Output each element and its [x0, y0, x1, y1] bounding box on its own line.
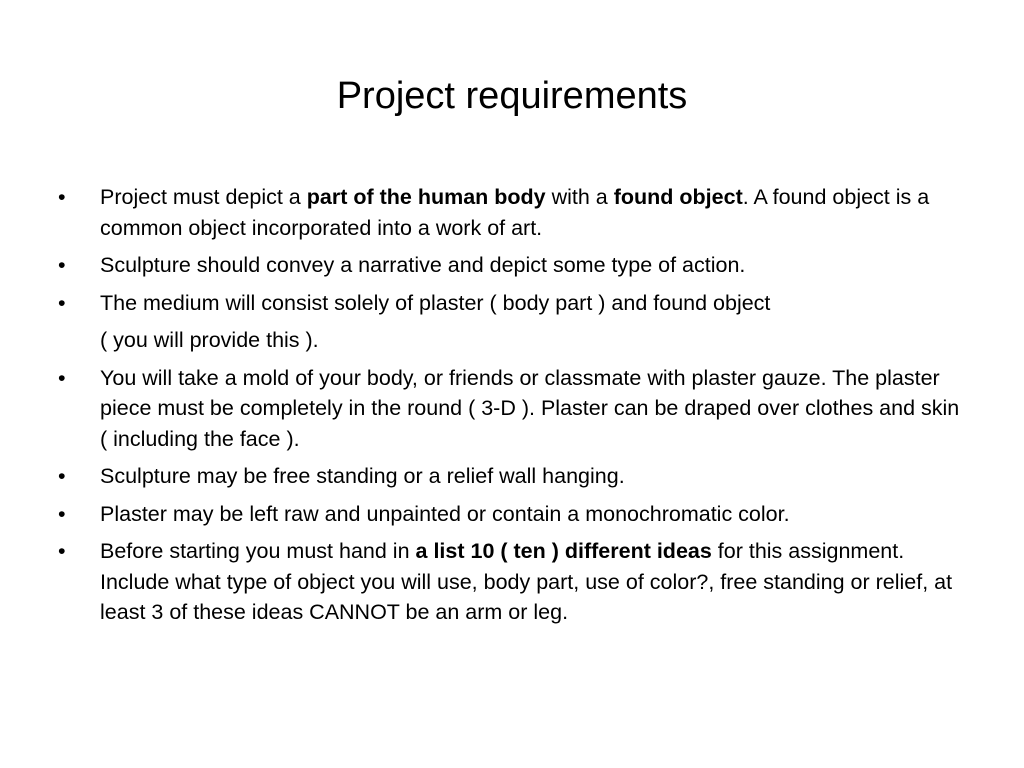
bullet-item-standing: [58, 461, 970, 492]
text-segment: for this assignment. Include what type of object you will use, body part, use of color?, free standing or relief, at least 3 of these ideas CANNOT be an arm or leg.: [100, 539, 953, 624]
bullet-item-ideas: [58, 536, 970, 628]
bullet-text: [100, 366, 959, 451]
text-segment: with a: [545, 185, 614, 209]
bullet-item-color: [58, 499, 970, 530]
text-segment: The medium will consist solely of plaster ( body part ) and found object: [100, 290, 771, 315]
bullet-item-medium: [58, 288, 970, 356]
bold-text-segment: a list 10 ( ten ) different ideas: [415, 539, 712, 563]
text-segment: Plaster may be left raw and unpainted or contain a monochromatic color.: [100, 501, 790, 526]
bullet-icon: •: [58, 253, 66, 277]
bullet-icon: •: [58, 365, 66, 390]
bullet-icon: •: [58, 539, 66, 563]
slide-title: Project requirements: [336, 75, 688, 117]
text-segment: Sculpture should convey a narrative and depict some type of action.: [100, 253, 746, 277]
bold-text-segment: part of the human body: [306, 185, 546, 209]
text-segment: Before starting you must hand in: [100, 539, 416, 563]
bullet-text: [100, 291, 770, 315]
bullet-icon: •: [58, 185, 66, 209]
text-segment: You will take a mold of your body, or friends or classmate with plaster gauze. The plaster piece must be completely in the round ( 3-D ). Plaster can be draped over clothes and skin ( including the face ).: [100, 365, 960, 451]
bullet-icon: •: [58, 464, 66, 488]
bullet-continuation: ( you will provide this ).: [100, 328, 319, 352]
text-segment: Project must depict a: [100, 185, 307, 209]
text-segment: . A found object is a common object incorporated into a work of art.: [100, 185, 930, 240]
bullet-item-mold: [58, 363, 970, 455]
bullet-list: [58, 182, 970, 635]
bullet-text: [100, 539, 952, 624]
bullet-item-found-object: [58, 182, 970, 243]
bullet-text: [100, 253, 745, 277]
bold-text-segment: found object: [613, 185, 743, 209]
bullet-text: [100, 185, 929, 240]
bullet-text: [100, 464, 625, 488]
bullet-text: [100, 502, 790, 526]
bullet-item-narrative: [58, 250, 970, 281]
bullet-icon: •: [58, 501, 66, 526]
text-segment: Sculpture may be free standing or a relief wall hanging.: [100, 464, 625, 488]
bullet-icon: •: [58, 290, 66, 315]
